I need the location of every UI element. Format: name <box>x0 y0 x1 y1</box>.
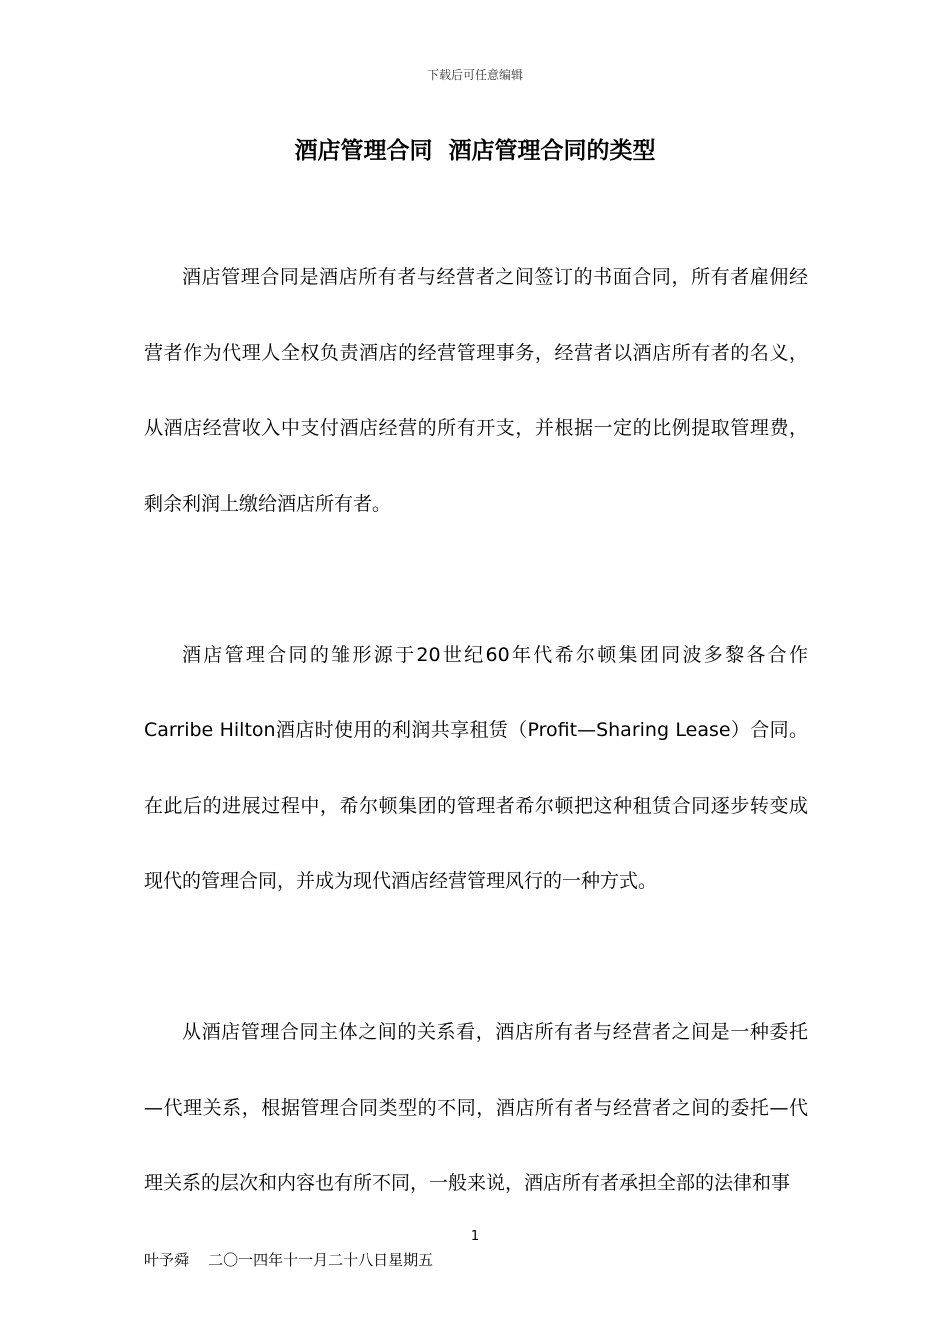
document-title: 酒店管理合同 酒店管理合同的类型 <box>294 138 656 164</box>
document-body <box>144 240 808 1222</box>
header-note: 下载后可任意编辑 <box>426 68 523 82</box>
paragraph-3: 从酒店管理合同主体之间的关系看，酒店所有者与经营者之间是一种委托—代理关系，根据管理合同类型的不同，酒店所有者与经营者之间的委托—代理关系的层次和内容也有所不同，一般来说，酒店所有者承担全部的法律和事 <box>144 1021 808 1194</box>
paragraph-1: 酒店管理合同是酒店所有者与经营者之间签订的书面合同，所有者雇佣经营者作为代理人全权负责酒店的经营管理事务，经营者以酒店所有者的名义，从酒店经营收入中支付酒店经营的所有开支，并根据一定的比例提取管理费，剩余利润上缴给酒店所有者。 <box>144 266 808 515</box>
page-number: 1 <box>470 1229 480 1244</box>
footer-author-date: 叶予舜 二〇一四年十一月二十八日星期五 <box>144 1251 434 1269</box>
paragraph-2: 酒店管理合同的雏形源于20世纪60年代希尔顿集团同波多黎各合作Carribe Hilton酒店时使用的利润共享租赁（Profit—Sharing Lease）合同。在此后的进展过程中，希尔顿集团的管理者希尔顿把这种租赁合同逐步转变成现代的管理合同，并成为现代酒店经营管理风行的一种方式。 <box>144 643 808 892</box>
